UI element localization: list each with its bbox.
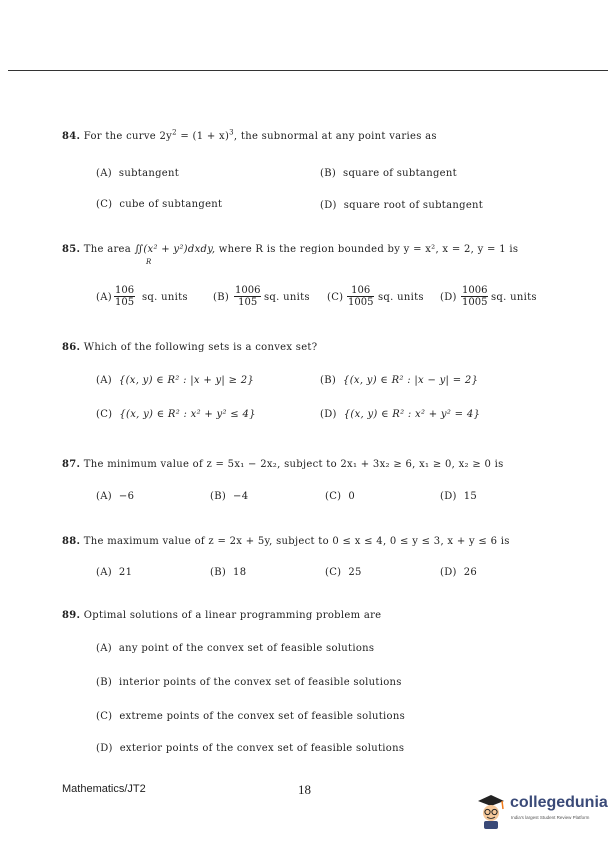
q86-option-d: (D) {(x, y) ∈ R² : x² + y² = 4} xyxy=(320,409,481,420)
q88-option-a: (A) 21 xyxy=(96,567,133,578)
q88-option-d: (D) 26 xyxy=(440,567,478,578)
collegedunia-logo xyxy=(474,791,608,831)
q89-option-c: (C) extreme points of the convex set of feasible solutions xyxy=(96,711,406,722)
q85-option-c-unit: sq. units xyxy=(378,292,424,303)
q85-option-d-label: (D) xyxy=(440,292,457,303)
q84-option-a: (A) subtangent xyxy=(96,168,180,179)
q85-option-c-label: (C) xyxy=(327,292,344,303)
q87-option-a: (A) −6 xyxy=(96,491,135,502)
question-87: 87. The minimum value of z = 5x₁ − 2x₂, subject to 2x₁ + 3x₂ ≥ 6, x₁ ≥ 0, x₂ ≥ 0 is xyxy=(62,459,504,470)
q85-option-c-fraction: $\frac{106}{1005}$ xyxy=(348,285,374,308)
q84-option-d: (D) square root of subtangent xyxy=(320,200,484,211)
q85-option-b-label: (B) xyxy=(213,292,230,303)
q87-option-b: (B) −4 xyxy=(210,491,249,502)
q85-option-b-fraction: $\frac{1006}{105}$ xyxy=(235,285,261,308)
q85-region-subscript: R xyxy=(146,258,152,266)
q89-option-d: (D) exterior points of the convex set of feasible solutions xyxy=(96,743,405,754)
q85-option-a-fraction: $\frac{106}{105}$ xyxy=(115,285,135,308)
q88-option-b: (B) 18 xyxy=(210,567,247,578)
q89-option-b: (B) interior points of the convex set of feasible solutions xyxy=(96,677,402,688)
q85-option-d-unit: sq. units xyxy=(491,292,537,303)
mascot-icon xyxy=(474,791,508,831)
subject-code: Mathematics/JT2 xyxy=(62,783,146,795)
question-84: 84. For the curve $2y^2 = (1 + x)^3$, the subnormal at any point varies as xyxy=(62,128,437,142)
logo-wordmark: collegedunia xyxy=(510,794,608,811)
question-89: 89. Optimal solutions of a linear programming problem are xyxy=(62,610,382,621)
q86-option-c: (C) {(x, y) ∈ R² : x² + y² ≤ 4} xyxy=(96,409,256,420)
q85-option-b-unit: sq. units xyxy=(264,292,310,303)
q84-option-c: (C) cube of subtangent xyxy=(96,199,223,210)
question-86: 86. Which of the following sets is a convex set? xyxy=(62,342,318,353)
q87-option-d: (D) 15 xyxy=(440,491,478,502)
logo-tagline: India's largest Student Review Platform xyxy=(511,815,590,820)
header-rule xyxy=(8,70,608,71)
q85-option-a-unit: sq. units xyxy=(142,292,188,303)
q87-option-c: (C) 0 xyxy=(325,491,355,502)
question-88: 88. The maximum value of z = 2x + 5y, subject to 0 ≤ x ≤ 4, 0 ≤ y ≤ 3, x + y ≤ 6 is xyxy=(62,536,510,547)
question-85: 85. The area ∬(x² + y²)dxdy, where R is the region bounded by y = x², x = 2, y = 1 is xyxy=(62,244,519,255)
q85-option-d-fraction: $\frac{1006}{1005}$ xyxy=(462,285,488,308)
q86-option-a: (A) {(x, y) ∈ R² : |x + y| ≥ 2} xyxy=(96,375,255,386)
q85-option-a-label: (A) xyxy=(96,292,112,303)
q84-option-b: (B) square of subtangent xyxy=(320,168,457,179)
q86-option-b: (B) {(x, y) ∈ R² : |x − y| = 2} xyxy=(320,375,479,386)
page-number: 18 xyxy=(298,782,311,797)
q88-option-c: (C) 25 xyxy=(325,567,362,578)
q89-option-a: (A) any point of the convex set of feasible solutions xyxy=(96,643,375,654)
